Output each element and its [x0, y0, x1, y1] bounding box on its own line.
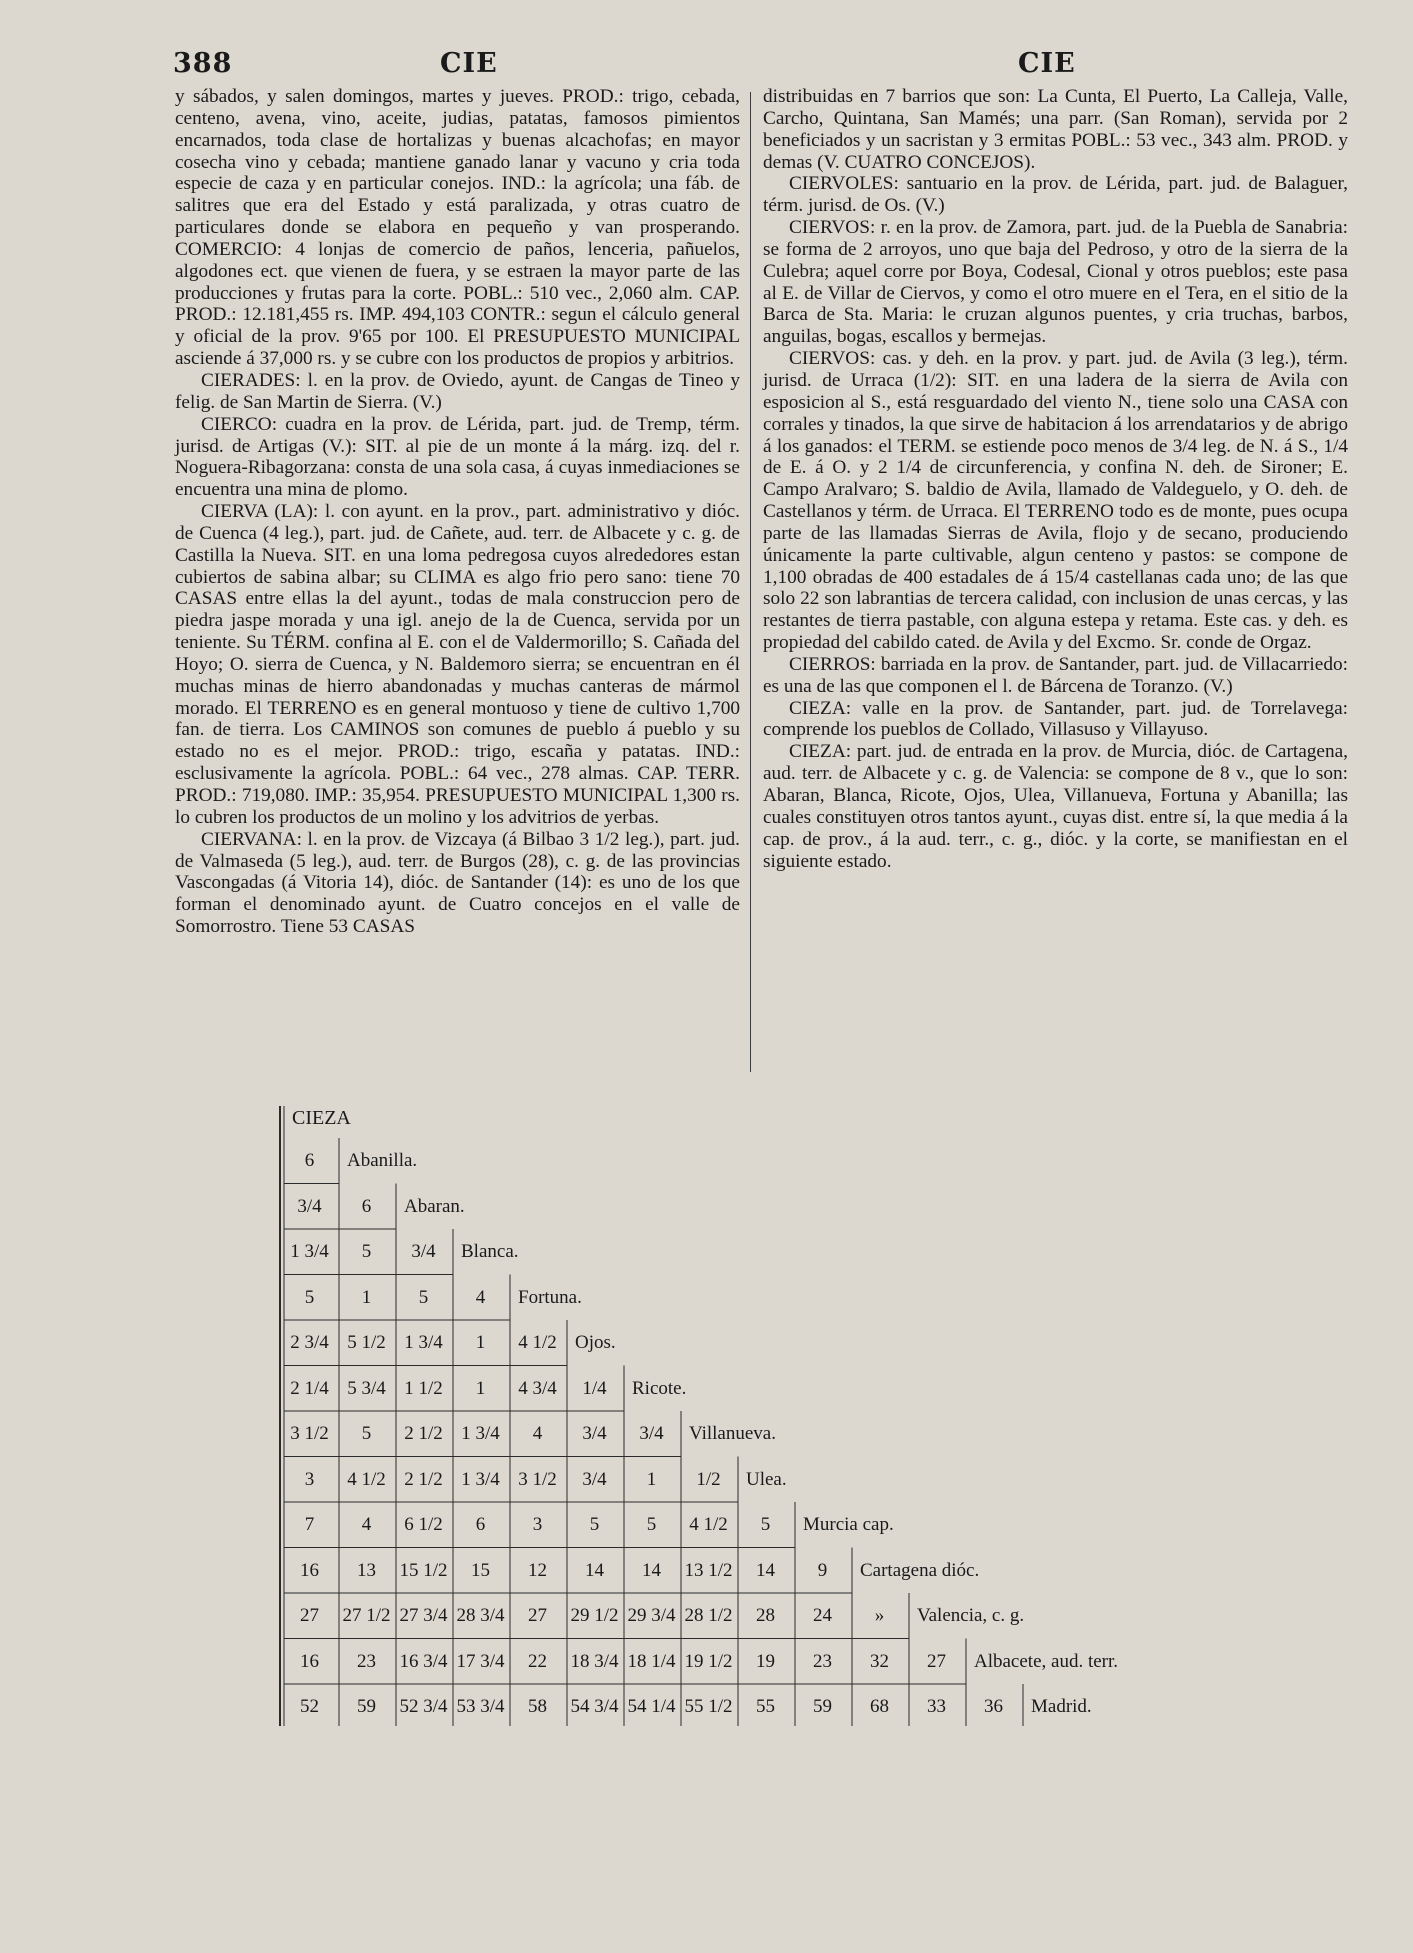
distance-cell: 53 3/4: [456, 1696, 505, 1717]
entry-paragraph: y sábados, y salen domingos, martes y jueves. PROD.: trigo, cebada, centeno, avena, vino, aceite, judias, patatas, famosos pimientos encarnados, toda clase de hortalizas y buenas alcachofas; en mayor cosecha vino y cebada; mantiene ganado lanar y vacuno y cria toda especie de caza y en particular conejos. IND.: la agrícola; una fáb. de salitres que era del Estado y está paralizada, y otras cuatro de particulares donde se elabora en pequeño y van prosperando. COMERCIO: 4 lonjas de comercio de paños, lenceria, pañuelos, algodones ect. que vienen de fuera, y se estraen la mayor parte de las producciones y frutas para la corte. POBL.: 510 vec., 2,060 alm. CAP. PROD.: 12.181,455 rs. IMP. 494,103 CONTR.: segun el cálculo general y oficial de la prov. 9'65 por 100. El PRESUPUESTO MUNICIPAL asciende á 37,000 rs. y se cubre con los productos de propios y arbitrios.: [175, 86, 740, 370]
right-running-head: CIE: [1018, 48, 1076, 79]
distance-cell: 28 1/2: [684, 1605, 733, 1626]
entry-ciervana: CIERVANA: l. en la prov. de Vizcaya (á Bilbao 3 1/2 leg.), part. jud. de Valmaseda (5 leg.), aud. terr. de Burgos (28), c. g. de las provincias Vascongadas (á Vitoria 14), dióc. de Santander (14): es uno de los que forman el denominado ayunt. de Cuatro concejos en el valle de Somorrostro. Tiene 53 CASAS: [175, 828, 740, 938]
entry-ciervos-caserio: CIERVOS: cas. y deh. en la prov. y part. jud. de Avila (3 leg.), térm. jurisd. de Urraca (1/2): SIT. en una ladera de la sierra de Avila con esposicion al S., está resguardado del viento N., tiene solo una CASA con corrales y tinados, la que sirve de habitacion á los arrendatarios y de abrigo á los ganados: el TERM. se estiende poco menos de 3/4 leg. de N. á S., 1/4 de E. á O. y 2 1/4 de circunferencia, y confina N. deh. de Sironer; E. Campo Aralvaro; S. baldio de Avila, llamado de Valdeguelo, y O. deh. de Castellanos y térm. de Urraca. El TERRENO todo es de monte, pues ocupa parte de las llamadas Sierras de Avila, flojo y de secano, produciendo únicamente la parte cultivable, algun centeno y pastos: se compone de 1,100 obradas de 400 estadales de á 15/4 castellanas cada uno; de las que solo 22 son labrantias de tercera calidad, con inclusion de unas cercas, y las restantes de tierra pastable, con alguna estepa y retama. Este cas. y deh. es propiedad del cabildo cated. de Avila y del Excmo. Sr. conde de Orgaz.: [763, 348, 1348, 654]
left-column: [175, 86, 740, 938]
distance-cell: »: [874, 1605, 885, 1626]
distance-cell: 5: [589, 1514, 600, 1535]
distance-cell: 68: [870, 1696, 889, 1717]
distance-cell: 28: [756, 1605, 775, 1626]
distance-cell: 1: [646, 1468, 657, 1490]
entry-cierva: CIERVA (LA): l. con ayunt. en la prov., part. administrativo y dióc. de Cuenca (4 leg.), part. jud. de Cañete, aud. terr. de Albacete y c. g. de Castilla la Nueva. SIT. en una loma pedregosa cuyos alrededores estan cubiertos de sabina albar; su CLIMA es algo frio pero sano: tiene 70 CASAS entre ellas la del ayunt., todas de mala construccion pero de piedra jaspe morada y una igl. anejo de la de Cuenca, servida por un teniente. Su TÉRM. confina al E. con el de Valdermorillo; S. Cañada del Hoyo; O. sierra de Cuenca, y N. Baldemoro sierra; se encuentran en él muchas minas de hierro abandonadas y muchas canteras de mármol morado. El TERRENO es en general montuoso y tiene de cultivo 1,700 fan. de tierra. Los CAMINOS son comunes de pueblo á pueblo y su estado no es el mejor. PROD.: trigo, escaña y patatas. IND.: esclusivamente la agrícola. POBL.: 64 vec., 278 almas. CAP. TERR. PROD.: 719,080. IMP.: 35,954. PRESUPUESTO MUNICIPAL 1,300 rs. lo cubren los productos de un molino y los advitrios de yerbas.: [175, 501, 740, 828]
distance-cell: 59: [813, 1696, 832, 1717]
place-label: Abaran.: [404, 1195, 465, 1217]
distance-cell: 1 1/2: [404, 1377, 443, 1399]
distance-cell: 15 1/2: [399, 1559, 448, 1581]
distance-cell: 59: [357, 1696, 376, 1717]
distance-cell: 3 1/2: [290, 1423, 329, 1444]
distance-cell: 2 1/4: [290, 1377, 329, 1399]
place-label: Ulea.: [746, 1468, 787, 1490]
distance-cell: 1/4: [582, 1377, 607, 1399]
distance-cell: 52 3/4: [399, 1696, 448, 1717]
distance-cell: 4 3/4: [518, 1377, 557, 1399]
distance-cell: 5: [418, 1286, 429, 1308]
entry-ciervos-river: CIERVOS: r. en la prov. de Zamora, part. jud. de la Puebla de Sanabria: se forma de 2 arroyos, uno que baja del Pedroso, y otro de la sierra de la Culebra; aquel corre por Boya, Codesal, Cional y otros pueblos; este pasa al E. de Villar de Ciervos, y como el otro muere en el Tera, en el sitio de la Barca de Sta. Maria: le cruzan algunos puentes, y cria truchas, barbos, anguilas, bogas, escallos y bermejas.: [763, 217, 1348, 348]
distance-cell: 3/4: [639, 1423, 664, 1444]
distance-cell: 15: [471, 1559, 490, 1581]
distance-cell: 5: [646, 1514, 657, 1535]
distance-cell: 3/4: [582, 1423, 607, 1444]
distance-cell: 36: [984, 1696, 1003, 1717]
distance-cell: 6: [304, 1150, 315, 1171]
distance-cell: 24: [813, 1605, 832, 1626]
entry-ciervoles: CIERVOLES: santuario en la prov. de Lérida, part. jud. de Balaguer, térm. jurisd. de Os. (V.): [763, 173, 1348, 217]
right-column: [763, 86, 1348, 872]
column-divider: [750, 92, 751, 1072]
place-label: Blanca.: [461, 1241, 519, 1262]
distance-cell: 28 3/4: [456, 1605, 505, 1626]
distance-cell: 3/4: [582, 1468, 607, 1490]
place-label: Murcia cap.: [803, 1514, 894, 1535]
place-label: Madrid.: [1031, 1696, 1092, 1717]
distance-cell: 1: [475, 1332, 486, 1353]
entry-cierco: CIERCO: cuadra en la prov. de Lérida, part. jud. de Tremp, térm. jurisd. de Artigas (V.): SIT. al pie de un monte á la márg. izq. del r. Noguera-Ribagorzana: consta de una sola casa, á cuyas inmediaciones se encuentra una mina de plomo.: [175, 413, 740, 501]
distance-cell: 32: [870, 1650, 889, 1672]
place-label: Ojos.: [575, 1332, 616, 1353]
distance-cell: 3/4: [411, 1241, 436, 1262]
distance-cell: 6: [475, 1514, 486, 1535]
distance-cell: 3/4: [297, 1195, 322, 1217]
distance-cell: 16: [300, 1650, 319, 1672]
distance-cell: 29 1/2: [570, 1605, 619, 1626]
distance-cell: 13 1/2: [684, 1559, 733, 1581]
distance-cell: 1: [361, 1286, 372, 1308]
distance-table: [278, 1106, 1378, 1726]
distance-cell: 1 3/4: [404, 1332, 443, 1353]
entry-cieza-partido: CIEZA: part. jud. de entrada en la prov. de Murcia, dióc. de Cartagena, aud. terr. de Albacete y c. g. de Valencia: se compone de 8 v., que lo son: Abaran, Blanca, Ricote, Ojos, Ulea, Villanueva, Fortuna y Abanilla; las cuales constituyen otros tantos ayunt., cuyas dist. entre sí, la que media á la cap. de prov., á la aud. terr., c. g., dióc. y la corte, se manifiestan en el siguiente estado.: [763, 741, 1348, 872]
distance-cell: 23: [357, 1650, 376, 1672]
distance-cell: 1 3/4: [461, 1423, 500, 1444]
distance-cell: 23: [813, 1650, 832, 1672]
place-label: Cartagena dióc.: [860, 1559, 980, 1581]
place-label: Ricote.: [632, 1377, 687, 1399]
distance-cell: 22: [528, 1650, 547, 1672]
place-label: Villanueva.: [689, 1423, 776, 1444]
distance-cell: 1 3/4: [290, 1241, 329, 1262]
distance-cell: 2 1/2: [404, 1468, 443, 1490]
distance-cell: 27: [300, 1605, 319, 1626]
distance-cell: 1: [475, 1377, 486, 1399]
distance-cell: 6: [361, 1195, 372, 1217]
distance-cell: 27 3/4: [399, 1605, 448, 1626]
distance-cell: 3: [532, 1514, 543, 1535]
distance-cell: 4: [475, 1286, 486, 1308]
distance-cell: 5: [361, 1241, 372, 1262]
entry-paragraph: distribuidas en 7 barrios que son: La Cunta, El Puerto, La Calleja, Valle, Carcho, Quintana, San Mamés; una parr. (San Roman), servida por 2 beneficiados y un sacristan y 3 ermitas POBL.: 53 vec., 343 alm. PROD. y demas (V. CUATRO CONCEJOS).: [763, 86, 1348, 173]
distance-cell: 1/2: [696, 1468, 721, 1490]
distance-cell: 54 1/4: [627, 1696, 676, 1717]
distance-cell: 4 1/2: [347, 1468, 386, 1490]
place-label: Abanilla.: [347, 1150, 418, 1171]
distance-cell: 4 1/2: [518, 1332, 557, 1353]
distance-cell: 3: [304, 1468, 315, 1490]
place-label: Fortuna.: [518, 1286, 582, 1308]
entry-cieza-valle: CIEZA: valle en la prov. de Santander, part. jud. de Torrelavega: comprende los pueblos de Collado, Villasuso y Villayuso.: [763, 697, 1348, 741]
distance-cell: 5: [760, 1514, 771, 1535]
distance-cell: 27 1/2: [342, 1605, 391, 1626]
distance-cell: 19: [756, 1650, 775, 1672]
distance-cell: 1 3/4: [461, 1468, 500, 1490]
distance-cell: 7: [304, 1514, 315, 1535]
distance-cell: 54 3/4: [570, 1696, 619, 1717]
distance-cell: 29 3/4: [627, 1605, 676, 1626]
distance-cell: 55 1/2: [684, 1696, 733, 1717]
distance-table-title: CIEZA: [292, 1107, 351, 1129]
distance-cell: 4: [361, 1514, 372, 1535]
entry-cierros: CIERROS: barriada en la prov. de Santander, part. jud. de Villacarriedo: es una de las que componen el l. de Bárcena de Toranzo. (V.): [763, 653, 1348, 697]
distance-cell: 3 1/2: [518, 1468, 557, 1490]
distance-cell: 9: [817, 1559, 828, 1581]
distance-cell: 18 3/4: [570, 1650, 619, 1672]
distance-cell: 2 3/4: [290, 1332, 329, 1353]
distance-cell: 12: [528, 1559, 547, 1581]
distance-cell: 6 1/2: [404, 1514, 443, 1535]
distance-cell: 5: [304, 1286, 315, 1308]
distance-cell: 17 3/4: [456, 1650, 505, 1672]
distance-cell: 4: [532, 1423, 543, 1444]
place-label: Valencia, c. g.: [917, 1605, 1025, 1626]
entry-cierades: CIERADES: l. en la prov. de Oviedo, ayunt. de Cangas de Tineo y felig. de San Martin de Sierra. (V.): [175, 369, 740, 413]
distance-cell: 5: [361, 1423, 372, 1444]
distance-cell: 5 1/2: [347, 1332, 386, 1353]
distance-cell: 14: [642, 1559, 661, 1581]
distance-cell: 5 3/4: [347, 1377, 386, 1399]
place-label: Albacete, aud. terr.: [974, 1650, 1119, 1672]
distance-cell: 13: [357, 1559, 376, 1581]
distance-cell: 58: [528, 1696, 547, 1717]
distance-cell: 55: [756, 1696, 775, 1717]
distance-cell: 27: [528, 1605, 547, 1626]
distance-cell: 14: [756, 1559, 775, 1581]
distance-cell: 52: [300, 1696, 319, 1717]
distance-cell: 16 3/4: [399, 1650, 448, 1672]
left-running-head: CIE: [440, 48, 498, 79]
distance-cell: 18 1/4: [627, 1650, 676, 1672]
distance-cell: 2 1/2: [404, 1423, 443, 1444]
distance-cell: 19 1/2: [684, 1650, 733, 1672]
distance-cell: 4 1/2: [689, 1514, 728, 1535]
page-number: 388: [173, 48, 233, 79]
distance-cell: 27: [927, 1650, 946, 1672]
distance-cell: 33: [927, 1696, 946, 1717]
distance-cell: 14: [585, 1559, 604, 1581]
distance-cell: 16: [300, 1559, 319, 1581]
